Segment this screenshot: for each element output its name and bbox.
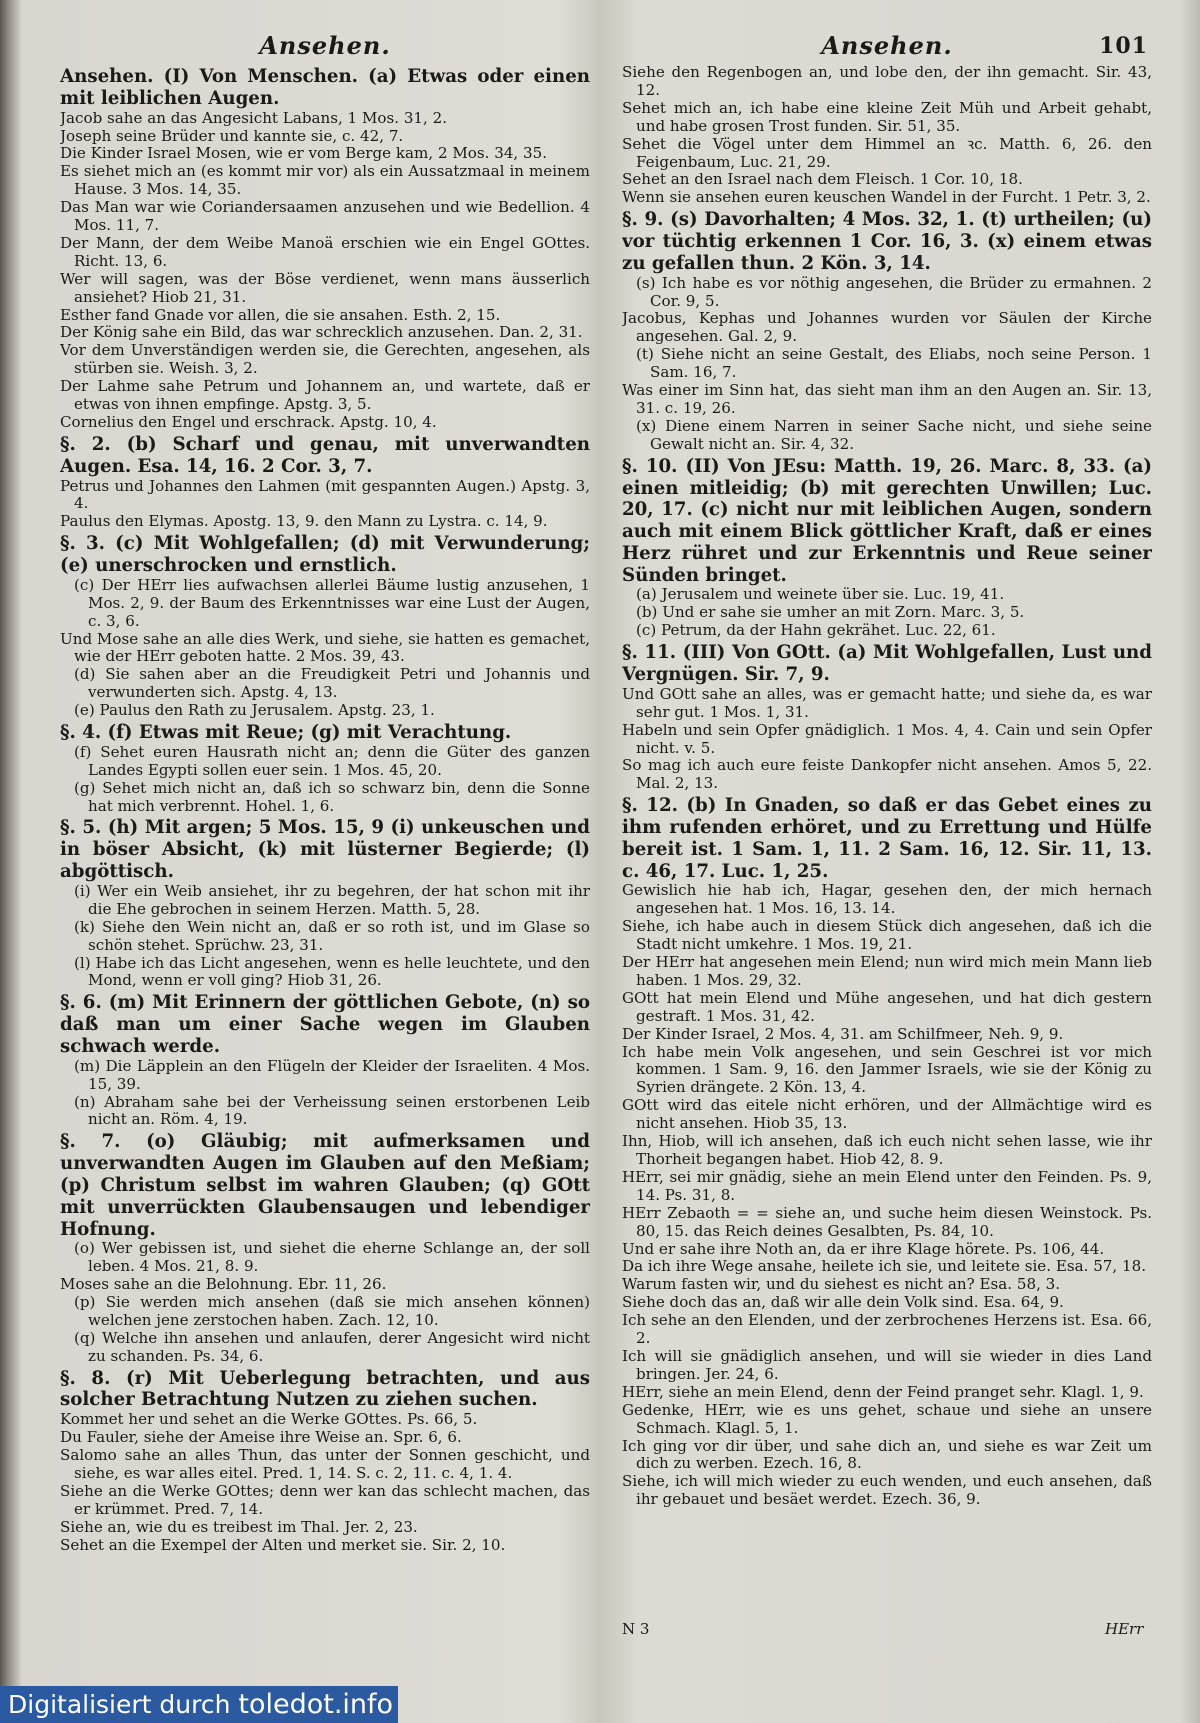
banner-brand-link[interactable]: toledot.info (238, 1689, 394, 1720)
page-number: 101 (1099, 33, 1148, 59)
entry: Es siehet mich an (es kommt mir vor) als ein Aussatzmaal in meinem Hause. 3 Mos. 14, 35. (60, 162, 590, 199)
section-heading: §. 9. (s) Davorhalten; 4 Mos. 32, 1. (t) urtheilen; (u) vor tüchtig erkennen 1 Cor. 16, 3. (x) einem etwas zu gefallen thun. 2 Kön. 3, 14. (622, 209, 1152, 274)
entry: Und GOtt sahe an alles, was er gemacht hatte; und siehe da, es war sehr gut. 1 Mos. 1, 31. (622, 684, 1152, 721)
entry: Der HErr hat angesehen mein Elend; nun wird mich mein Mann lieb haben. 1 Mos. 29, 32. (622, 953, 1152, 989)
right-column (622, 28, 1152, 1658)
entry: Ich habe mein Volk angesehen, und sein Geschrei ist vor mich kommen. 1 Sam. 9, 16. den Jammer Israels, wie sie der König zu Syrien drängete. 2 Kön. 13, 4. (622, 1042, 1152, 1097)
section-heading: §. 10. (II) Von JEsu: Matth. 19, 26. Marc. 8, 33. (a) einen mitleidig; (b) mit gerechten Unwillen; Luc. 20, 17. (c) nicht nur mit leiblichen Augen, sondern auch mit einem Blick göttlicher Kraft, daß er eines Herz rühret und zur Erkenntnis und Reue seiner Sünden bringet. (622, 455, 1152, 586)
sub-entry: (q) Welche ihn ansehen und anlaufen, derer Angesicht wird nicht zu schanden. Ps. 34, 6. (74, 1328, 590, 1365)
entry: Der Lahme sahe Petrum und Johannem an, und wartete, daß er etwas von ihnen empfinge. Apstg. 3, 5. (60, 377, 590, 414)
sub-entry: (c) Petrum, da der Hahn gekrähet. Luc. 22, 61. (636, 621, 996, 640)
entry: Vor dem Unverständigen werden sie, die Gerechten, angesehen, als stürben sie. Weish. 3, 2. (60, 341, 590, 378)
left-column (60, 28, 590, 1658)
entry: Siehe an, wie du es treibest im Thal. Jer. 2, 23. (60, 1517, 418, 1536)
entry: Siehe den Regenbogen an, und lobe den, der ihn gemacht. Sir. 43, 12. (622, 63, 1152, 99)
entry: Warum fasten wir, und du siehest es nicht an? Esa. 58, 3. (622, 1275, 1061, 1294)
sub-entry: (g) Sehet mich nicht an, daß ich so schwarz bin, denn die Sonne hat mich verbrennt. Hohel. 1, 6. (74, 778, 590, 815)
entry: Jacobus, Kephas und Johannes wurden vor Säulen der Kirche angesehen. Gal. 2, 9. (622, 309, 1152, 346)
digitization-banner[interactable] (0, 1686, 398, 1723)
entry: Und er sahe ihre Noth an, da er ihre Klage hörete. Ps. 106, 44. (622, 1239, 1105, 1258)
left-title: Ansehen. (259, 31, 391, 60)
entry: Siehe, ich habe auch in diesem Stück dich angesehen, daß ich die Stadt nicht umkehre. 1 Mos. 19, 21. (622, 917, 1152, 954)
entry: Gewislich hie hab ich, Hagar, gesehen den, der mich hernach angesehen hat. 1 Mos. 16, 13. 14. (622, 881, 1152, 918)
entry: Sehet an die Exempel der Alten und merket sie. Sir. 2, 10. (60, 1535, 506, 1554)
section-heading: §. 3. (c) Mit Wohlgefallen; (d) mit Verwunderung; (e) unerschrocken und ernstlich. (60, 533, 590, 577)
entry: Ich ging vor dir über, und sahe dich an, und siehe es war Zeit um dich zu werben. Ezech. 16, 8. (622, 1436, 1152, 1473)
left-entries (60, 66, 590, 1555)
sub-entry: (o) Wer gebissen ist, und siehet die eherne Schlange an, der soll leben. 4 Mos. 21, 8. 9. (74, 1239, 590, 1276)
sub-entry: (n) Abraham sahe bei der Verheissung seinen erstorbenen Leib nicht an. Röm. 4, 19. (74, 1092, 590, 1129)
sub-entry: (e) Paulus den Rath zu Jerusalem. Apstg. 23, 1. (74, 701, 435, 720)
entry: Habeln und sein Opfer gnädiglich. 1 Mos. 4, 4. Cain und sein Opfer nicht. v. 5. (622, 720, 1152, 757)
banner-prefix: Digitalisiert durch (8, 1690, 239, 1719)
sub-entry: (b) Und er sahe sie umher an mit Zorn. Marc. 3, 5. (636, 603, 1025, 622)
entry: Siehe, ich will mich wieder zu euch wenden, und euch ansehen, daß ihr gebauet und besäet werdet. Ezech. 36, 9. (622, 1472, 1152, 1509)
section-heading: §. 12. (b) In Gnaden, so daß er das Gebet eines zu ihm rufenden erhöret, und zu Errettung und Hülfe bereit ist. 1 Sam. 1, 11. 2 Sam. 16, 12. Sir. 11, 13. c. 46, 17. Luc. 1, 25. (622, 795, 1152, 882)
entry: Wer will sagen, was der Böse verdienet, wenn mans äusserlich ansiehet? Hiob 21, 31. (60, 269, 590, 306)
entry: Salomo sahe an alles Thun, das unter der Sonnen geschicht, und siehe, es war alles eitel. Pred. 1, 14. S. c. 2, 11. c. 4, 1. 4. (60, 1446, 590, 1482)
entry: Die Kinder Israel Mosen, wie er vom Berge kam, 2 Mos. 34, 35. (60, 144, 548, 163)
section-heading: §. 2. (b) Scharf und genau, mit unverwandten Augen. Esa. 14, 16. 2 Cor. 3, 7. (60, 433, 590, 477)
entry: Und Mose sahe an alle dies Werk, und siehe, sie hatten es gemachet, wie der HErr geboten hatte. 2 Mos. 39, 43. (60, 629, 590, 666)
sub-entry: (i) Wer ein Weib ansiehet, ihr zu begehren, der hat schon mit ihr die Ehe gebrochen in seinem Herzen. Matth. 5, 28. (74, 881, 590, 918)
entry: So mag ich auch eure feiste Dankopfer nicht ansehen. Amos 5, 22. Mal. 2, 13. (622, 756, 1152, 793)
entry: GOtt wird das eitele nicht erhören, und der Allmächtige wird es nicht ansehen. Hiob 35, 13. (622, 1096, 1152, 1133)
entry: Sehet die Vögel unter dem Himmel an ꝛc. Matth. 6, 26. den Feigenbaum, Luc. 21, 29. (622, 134, 1152, 171)
section-heading: Ansehen. (I) Von Menschen. (a) Etwas oder einen mit leiblichen Augen. (60, 66, 590, 109)
sub-entry: (a) Jerusalem und weinete über sie. Luc. 19, 41. (636, 585, 1005, 604)
entry: Wenn sie ansehen euren keuschen Wandel in der Furcht. 1 Petr. 3, 2. (622, 188, 1151, 207)
entry: Siehe doch das an, daß wir alle dein Volk sind. Esa. 64, 9. (622, 1293, 1064, 1312)
entry: Der Mann, der dem Weibe Manoä erschien wie ein Engel GOttes. Richt. 13, 6. (60, 233, 590, 270)
sub-entry: (f) Sehet euren Hausrath nicht an; denn die Güter des ganzen Landes Egypti sollen euer sein. 1 Mos. 45, 20. (74, 742, 590, 779)
left-running-title (60, 28, 590, 64)
entry: Paulus den Elymas. Apostg. 13, 9. den Mann zu Lystra. c. 14, 9. (60, 512, 548, 531)
section-heading: §. 7. (o) Gläubig; mit aufmerksamen und unverwandten Augen im Glauben auf den Meßiam; (p) Christum selbst im wahren Glauben; (q) GOtt mit unverrückten Glaubensaugen und lebendiger Hofnung. (60, 1131, 590, 1240)
sub-entry: (k) Siehe den Wein nicht an, daß er so roth ist, und im Glase so schön stehet. Sprüchw. 23, 31. (74, 917, 590, 954)
section-heading: §. 6. (m) Mit Erinnern der göttlichen Gebote, (n) so daß man um einer Sache wegen im Glauben schwach werde. (60, 992, 590, 1057)
sub-entry: (t) Siehe nicht an seine Gestalt, des Eliabs, noch seine Person. 1 Sam. 16, 7. (636, 345, 1152, 382)
entry: HErr Zebaoth = = siehe an, und suche heim diesen Weinstock. Ps. 80, 15. das Reich deines Gesalbten, Ps. 84, 10. (622, 1203, 1152, 1240)
entry: Kommet her und sehet an die Werke GOttes. Ps. 66, 5. (60, 1410, 478, 1429)
entry: Der Kinder Israel, 2 Mos. 4, 31. am Schilfmeer, Neh. 9, 9. (622, 1024, 1064, 1043)
catchword: HErr (1105, 1620, 1144, 1638)
sub-entry: (m) Die Läpplein an den Flügeln der Kleider der Israeliten. 4 Mos. 15, 39. (74, 1056, 590, 1093)
section-heading: §. 5. (h) Mit argen; 5 Mos. 15, 9 (i) unkeuschen und in böser Absicht, (k) mit lüsterner Begierde; (l) abgöttisch. (60, 817, 590, 883)
entry: Sehet mich an, ich habe eine kleine Zeit Müh und Arbeit gehabt, und habe grosen Trost funden. Sir. 51, 35. (622, 98, 1152, 135)
sub-entry: (l) Habe ich das Licht angesehen, wenn es helle leuchtete, und den Mond, wenn er voll ging? Hiob 31, 26. (74, 953, 590, 990)
sub-entry: (p) Sie werden mich ansehen (daß sie mich ansehen können) welchen jene zerstochen haben. Zach. 12, 10. (74, 1293, 590, 1329)
entry: HErr, siehe an mein Elend, denn der Feind pranget sehr. Klagl. 1, 9. (622, 1382, 1144, 1401)
entry: Gedenke, HErr, wie es uns gehet, schaue und siehe an unsere Schmach. Klagl. 5, 1. (622, 1400, 1152, 1437)
entry: Esther fand Gnade vor allen, die sie ansahen. Esth. 2, 15. (60, 305, 501, 324)
entry: HErr, sei mir gnädig, siehe an mein Elend unter den Feinden. Ps. 9, 14. Ps. 31, 8. (622, 1167, 1152, 1204)
entry: Was einer im Sinn hat, das sieht man ihm an den Augen an. Sir. 13, 31. c. 19, 26. (622, 381, 1152, 417)
entry: Moses sahe an die Belohnung. Ebr. 11, 26. (60, 1275, 387, 1294)
right-running-title (622, 28, 1152, 64)
entry: Jacob sahe an das Angesicht Labans, 1 Mos. 31, 2. (60, 108, 448, 127)
entry: Du Fauler, siehe der Ameise ihre Weise an. Spr. 6, 6. (60, 1428, 462, 1447)
entry: Cornelius den Engel und erschrack. Apstg. 10, 4. (60, 413, 437, 431)
entry: Siehe an die Werke GOttes; denn wer kan das schlecht machen, das er krümmet. Pred. 7, 14. (60, 1481, 590, 1518)
entry: GOtt hat mein Elend und Mühe angesehen, und hat dich gestern gestraft. 1 Mos. 31, 42. (622, 988, 1152, 1025)
right-entries (622, 64, 1152, 1509)
entry: Petrus und Johannes den Lahmen (mit gespannten Augen.) Apstg. 3, 4. (60, 476, 590, 513)
entry: Da ich ihre Wege ansahe, heilete ich sie, und leitete sie. Esa. 57, 18. (622, 1257, 1146, 1276)
entry: Der König sahe ein Bild, das war schrecklich anzusehen. Dan. 2, 31. (60, 323, 583, 342)
signature-mark: N 3 (622, 1620, 650, 1638)
entry: Ihn, Hiob, will ich ansehen, daß ich euch nicht sehen lasse, wie ihr Thorheit begangen habet. Hiob 42, 8. 9. (622, 1132, 1152, 1169)
entry: Ich will sie gnädiglich ansehen, und will sie wieder in dies Land bringen. Jer. 24, 6. (622, 1346, 1152, 1383)
entry: Joseph seine Brüder und kannte sie, c. 42, 7. (60, 126, 404, 145)
entry: Das Man war wie Coriandersaamen anzusehen und wie Bedellion. 4 Mos. 11, 7. (60, 198, 590, 235)
right-title: Ansehen. (821, 31, 953, 60)
sub-entry: (d) Sie sahen aber an die Freudigkeit Petri und Johannis und verwunderten sich. Apstg. 4, 13. (74, 665, 590, 702)
sub-entry: (x) Diene einem Narren in seiner Sache nicht, und siehe seine Gewalt nicht an. Sir. 4, 32. (636, 416, 1152, 453)
section-heading: §. 4. (f) Etwas mit Reue; (g) mit Verachtung. (60, 722, 512, 744)
entry: Ich sehe an den Elenden, und der zerbrochenes Herzens ist. Esa. 66, 2. (622, 1311, 1152, 1348)
entry: Sehet an den Israel nach dem Fleisch. 1 Cor. 10, 18. (622, 170, 1023, 189)
sub-entry: (s) Ich habe es vor nöthig angesehen, die Brüder zu ermahnen. 2 Cor. 9, 5. (636, 273, 1152, 310)
sub-entry: (c) Der HErr lies aufwachsen allerlei Bäume lustig anzusehen, 1 Mos. 2, 9. der Baum des Erkenntnisses war eine Lust der Augen, c. 3, 6. (74, 575, 590, 630)
section-heading: §. 11. (III) Von GOtt. (a) Mit Wohlgefallen, Lust und Vergnügen. Sir. 7, 9. (622, 642, 1152, 685)
section-heading: §. 8. (r) Mit Ueberlegung betrachten, und aus solcher Betrachtung Nutzen zu ziehen suchen. (60, 1367, 590, 1411)
